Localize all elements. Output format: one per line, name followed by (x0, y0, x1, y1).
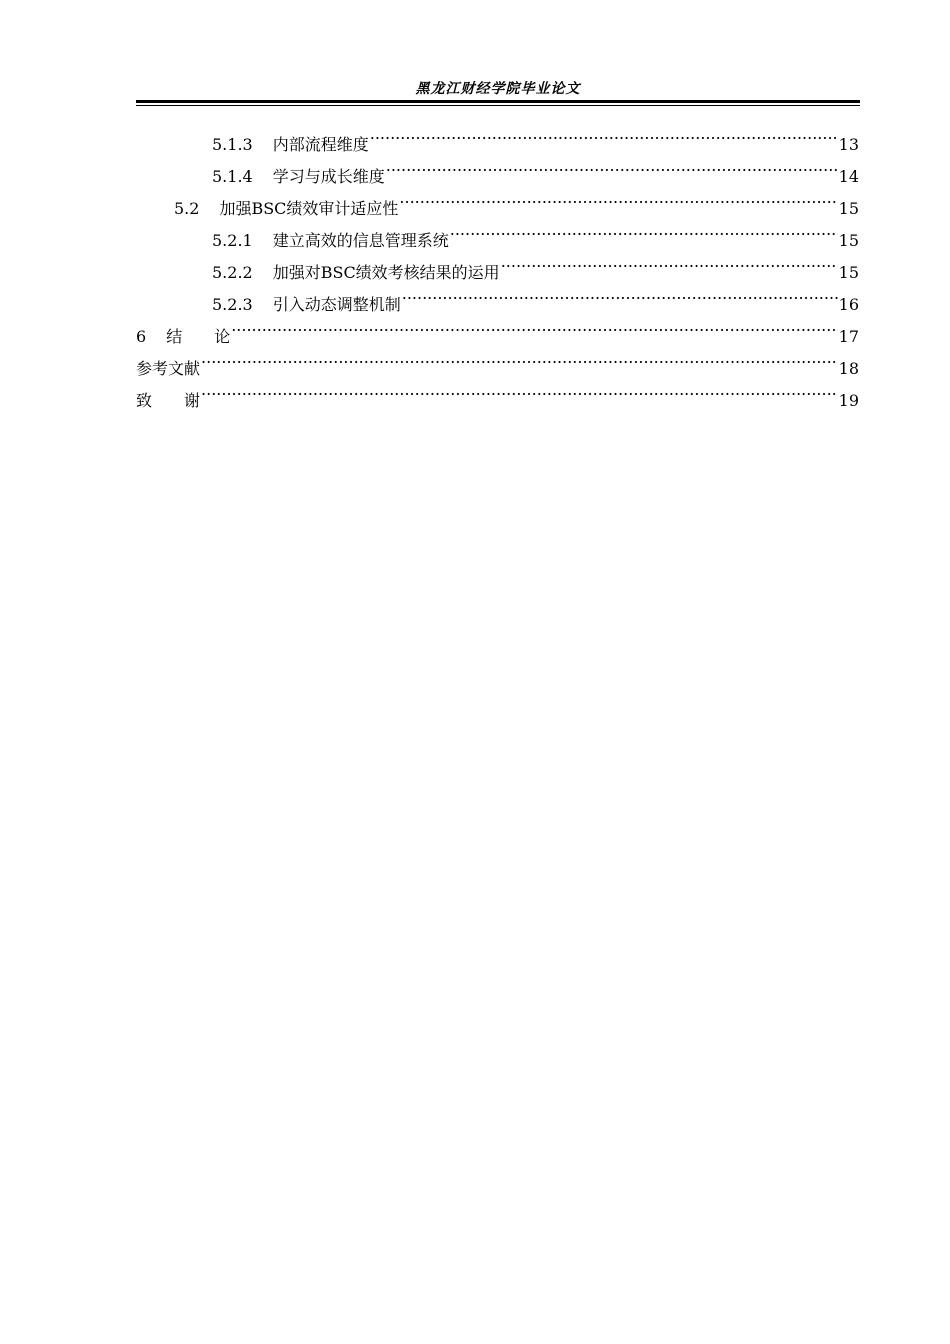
toc-entry-page: 15 (838, 263, 859, 282)
toc-entry-number: 5.2 (174, 199, 200, 218)
toc-entry-number: 5.2.1 (212, 231, 253, 250)
toc-entry-page: 19 (838, 391, 859, 410)
toc-entry-title: 学习与成长维度 (272, 167, 385, 186)
toc-entry-page: 14 (838, 167, 859, 186)
toc-entry-title: 加强对BSC绩效考核结果的运用 (272, 263, 500, 282)
toc-dot-leader (201, 374, 838, 406)
toc-entry-number: 6 (136, 327, 147, 346)
toc-dot-leader (231, 310, 837, 342)
toc-entry-page: 18 (838, 359, 859, 378)
toc-entry-conclusion[interactable] (136, 310, 859, 346)
toc-entry-number: 5.1.4 (212, 167, 253, 186)
toc-entry-acknowledgements[interactable] (136, 374, 859, 410)
toc-entry-title: 加强BSC绩效审计适应性 (219, 199, 399, 218)
header-rule-thin (136, 105, 860, 106)
toc-dot-leader (402, 278, 838, 310)
toc-dot-leader (386, 150, 838, 182)
toc-entry-page: 17 (838, 327, 859, 346)
page-header-title: 黑龙江财经学院毕业论文 (415, 81, 581, 97)
toc-entry-references[interactable] (136, 342, 859, 378)
toc-entry-title: 结 论 (166, 327, 231, 346)
toc-dot-leader (501, 246, 838, 278)
toc-entry-title: 内部流程维度 (272, 135, 369, 154)
toc-dot-leader (399, 182, 837, 214)
table-of-contents (136, 118, 859, 410)
toc-dot-leader (450, 214, 838, 246)
toc-entry-page: 15 (838, 231, 859, 250)
toc-entry-page: 15 (838, 199, 859, 218)
toc-entry-page: 16 (838, 295, 859, 314)
toc-entry-title: 参考文献 (136, 359, 201, 378)
header-rule-thick (136, 100, 860, 103)
toc-entry-number: 5.2.3 (212, 295, 253, 314)
toc-entry-title: 建立高效的信息管理系统 (272, 231, 449, 250)
toc-entry-number: 5.1.3 (212, 135, 253, 154)
toc-entry-title: 引入动态调整机制 (272, 295, 401, 314)
toc-entry-number: 5.2.2 (212, 263, 253, 282)
toc-dot-leader (201, 342, 838, 374)
toc-entry-page: 13 (838, 135, 859, 154)
toc-entry-5-1-3[interactable] (136, 118, 859, 154)
toc-dot-leader (370, 118, 838, 150)
toc-entry-title: 致 谢 (136, 391, 201, 410)
